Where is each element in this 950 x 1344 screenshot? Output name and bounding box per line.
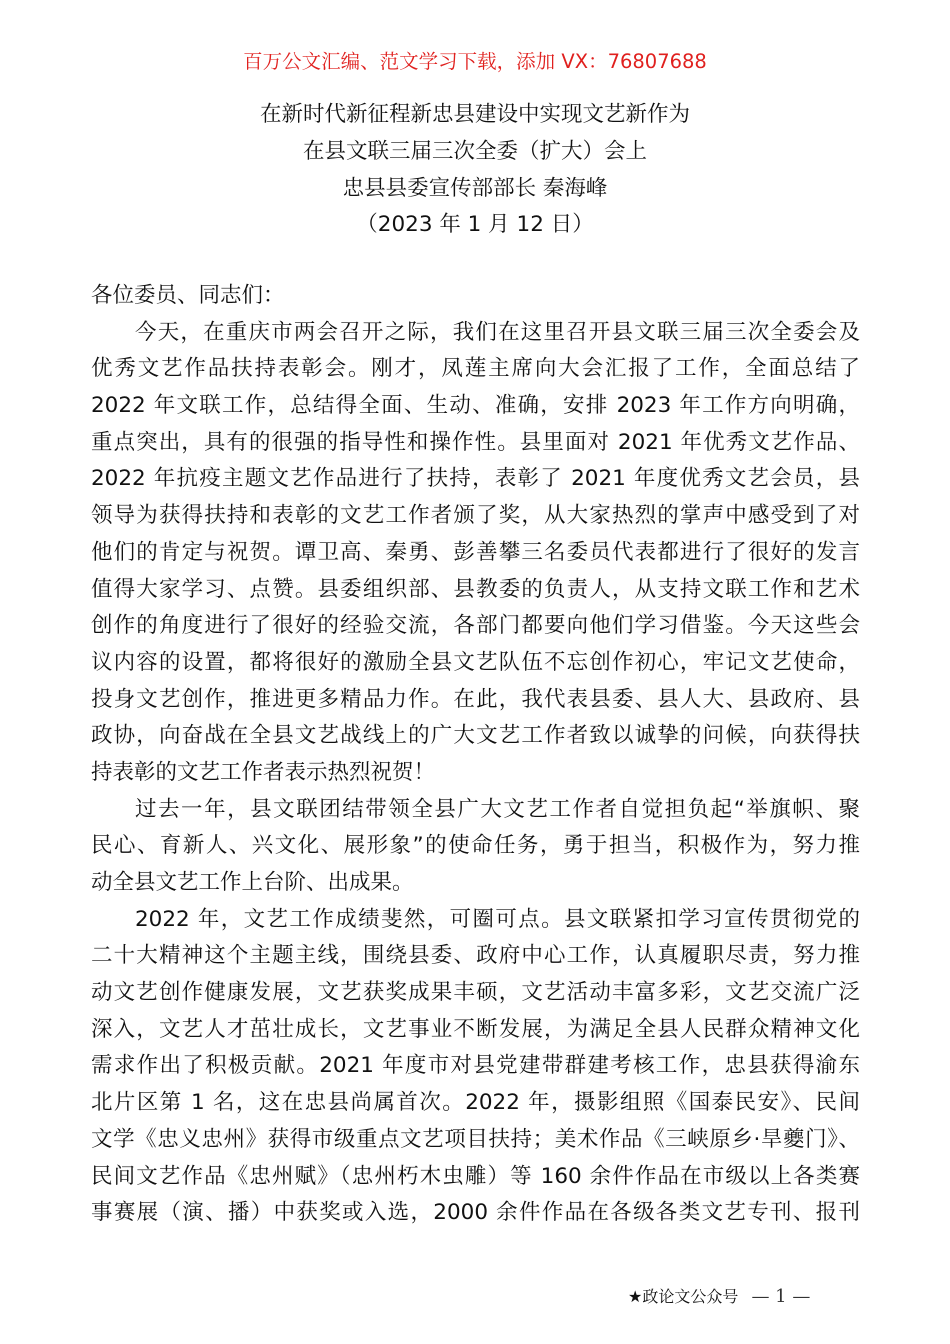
text-line: 今天，在重庆市两会召开之际，我们在这里召开县文联三届三次全委会及 (135, 319, 860, 345)
document-title: 在新时代新征程新忠县建设中实现文艺新作为 (259, 102, 690, 127)
salutation (91, 278, 860, 315)
text-line: 投身文艺创作，推进更多精品力作。在此，我代表县委、县人大、县政府、县 (91, 686, 860, 712)
text-line: 领导为获得扶持和表彰的文艺工作者颁了奖，从大家热烈的掌声中感受到了对 (91, 503, 860, 529)
download-banner: 百万公文汇编、范文学习下载，添加 VX：76807688 (243, 50, 707, 73)
document-body (91, 278, 860, 1232)
text-line: 值得大家学习、点赞。县委组织部、县教委的负责人，从支持文联工作和艺术 (91, 576, 860, 602)
text-line: 重点突出，具有的很强的指导性和操作性。县里面对 2021 年优秀文艺作品、 (91, 429, 860, 455)
text-line: 2022 年，文艺工作成绩斐然，可圈可点。县文联紧扣学习宣传贯彻党的 (135, 906, 860, 932)
text-line: 创作的角度进行了很好的经验交流，各部门都要向他们学习借鉴。今天这些会 (91, 613, 860, 639)
text-line: 优秀文艺作品扶持表彰会。刚才，凤莲主席向大会汇报了工作，全面总结了 (91, 356, 860, 382)
text-line: 各位委员、同志们： (91, 283, 285, 308)
text-line: 二十大精神这个主题主线，围绕县委、政府中心工作，认真履职尽责，努力推 (91, 943, 860, 969)
text-line: 民间文艺作品《忠州赋》（忠州朽木虫雕）等 160 余件作品在市级以上各类赛 (91, 1163, 860, 1189)
text-line: 北片区第 1 名，这在忠县尚属首次。2022 年，摄影组照《国泰民安》、民间 (91, 1090, 860, 1116)
text-line: 持表彰的文艺工作者表示热烈祝贺！ (91, 759, 436, 785)
date-line: （2023 年 1 月 12 日） (356, 212, 594, 237)
text-line: 2022 年抗疫主题文艺作品进行了扶持，表彰了 2021 年度优秀文艺会员，县 (91, 466, 860, 492)
text-line: 2022 年文联工作，总结得全面、生动、准确，安排 2023 年工作方向明确， (91, 393, 860, 419)
document-subtitle: 在县文联三届三次全委（扩大）会上 (302, 139, 647, 164)
footer-source: ★政论文公众号 (628, 1287, 739, 1306)
text-line: 需求作出了积极贡献。2021 年度市对县党建带群建考核工作，忠县获得渝东 (91, 1053, 860, 1079)
text-line: 深入，文艺人才茁壮成长，文艺事业不断发展，为满足全县人民群众精神文化 (91, 1016, 860, 1042)
text-line: 文学《忠义忠州》获得市级重点文艺项目扶持；美术作品《三峡原乡·旱夔门》、 (91, 1126, 860, 1152)
author-line: 忠县县委宣传部部长 秦海峰 (342, 176, 608, 201)
text-line: 过去一年，县文联团结带领全县广大文艺工作者自觉担负起“举旗帜、聚 (135, 796, 860, 822)
text-line: 议内容的设置，都将很好的激励全县文艺队伍不忘创作初心，牢记文艺使命， (91, 649, 860, 675)
paragraph (91, 792, 860, 902)
paragraph (91, 315, 860, 792)
text-line: 他们的肯定与祝贺。谭卫高、秦勇、彭善攀三名委员代表都进行了很好的发言 (91, 539, 860, 565)
text-line: 民心、育新人、兴文化、展形象”的使命任务，勇于担当，积极作为，努力推 (91, 833, 860, 859)
page-footer (628, 1284, 810, 1307)
text-line: 政协，向奋战在全县文艺战线上的广大文艺工作者致以诚挚的问候，向获得扶 (91, 723, 860, 749)
paragraph (91, 902, 860, 1232)
page-number: — 1 — (751, 1286, 811, 1307)
text-line: 动文艺创作健康发展，文艺获奖成果丰硕，文艺活动丰富多彩，文艺交流广泛 (91, 980, 860, 1006)
text-line: 动全县文艺工作上台阶、出成果。 (91, 870, 414, 895)
text-line: 事赛展（演、播）中获奖或入选，2000 余件作品在各级各类文艺专刊、报刊 (91, 1200, 860, 1226)
